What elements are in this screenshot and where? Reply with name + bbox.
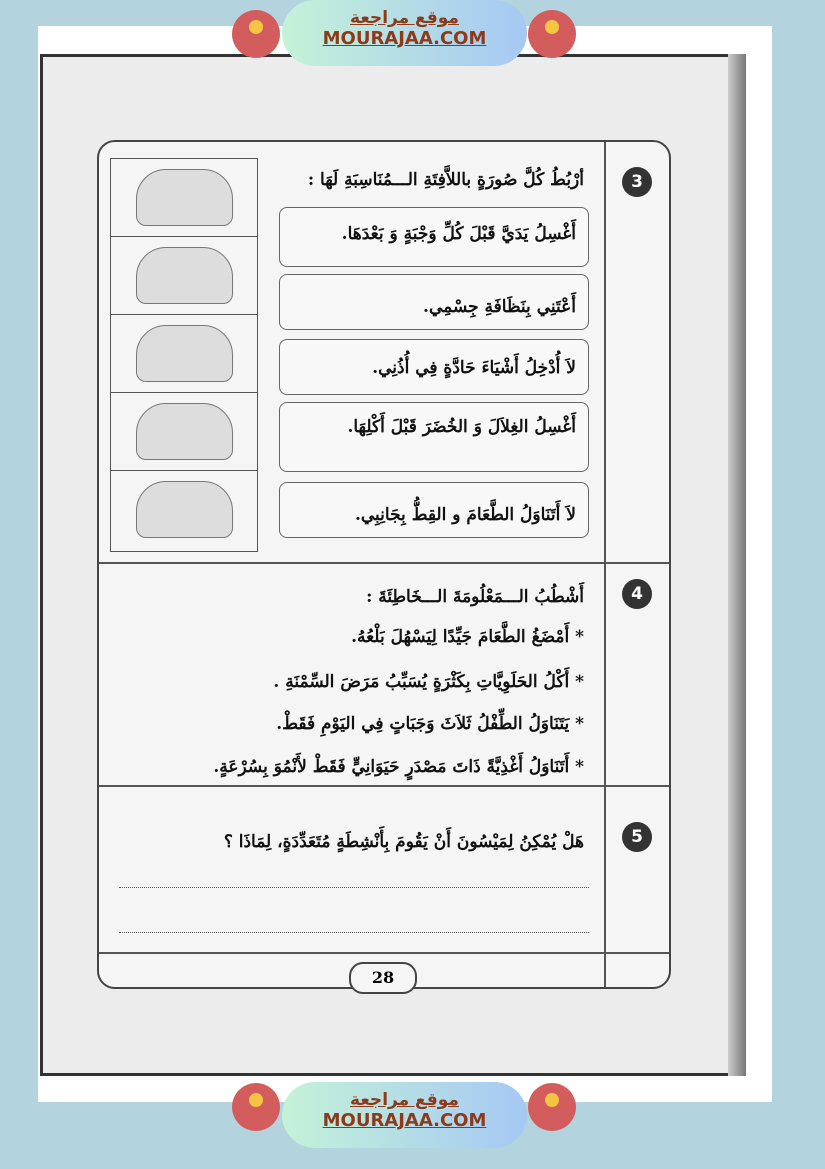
label-text: أَغْسِلُ يَدَيَّ قَبْلَ كُلِّ وَجْبَةٍ وَ بَعْدَهَا. bbox=[341, 224, 576, 244]
picture-food bbox=[111, 159, 257, 237]
label-text: أَغْسِلُ الغِلاَلَ وَ الخُضَرَ قَبْلَ أَكْلِهَا. bbox=[347, 417, 576, 437]
site-logo[interactable] bbox=[232, 10, 280, 58]
page-edge-shadow bbox=[728, 54, 746, 1076]
label-box bbox=[279, 207, 589, 267]
picture-bath bbox=[111, 393, 257, 471]
divider bbox=[99, 785, 669, 787]
label-box bbox=[279, 402, 589, 472]
banner-latin: MOURAJAA.COM bbox=[322, 28, 487, 49]
exercise-number-3: 3 bbox=[622, 167, 652, 197]
statement: * أَكْلُ الحَلَوِيَّاتِ بِكَثْرَةٍ يُسَبِّبُ مَرَضَ السِّمْنَةِ . bbox=[273, 672, 584, 692]
banner-arabic: موقع مراجعة bbox=[350, 1090, 459, 1110]
label-box bbox=[279, 274, 589, 330]
site-logo[interactable] bbox=[528, 10, 576, 58]
banner-latin: MOURAJAA.COM bbox=[322, 1110, 487, 1131]
statement: * أَتَنَاوَلُ أَغْذِيَّةً ذَاتَ مَصْدَرٍ حَيَوَانِيٍّ فَقَطْ لأَنْمُوَ بِسُرْعَةٍ. bbox=[213, 757, 584, 777]
exercise-number-5: 5 bbox=[622, 822, 652, 852]
exercise-number-4: 4 bbox=[622, 579, 652, 609]
label-box bbox=[279, 482, 589, 538]
exercise-frame bbox=[97, 140, 671, 989]
label-text: لاَ أُدْخِلُ أَشْيَاءَ حَادَّةٍ فِي أُذُنِي. bbox=[372, 358, 576, 378]
banner-arabic: موقع مراجعة bbox=[350, 8, 459, 28]
site-banner-bottom[interactable] bbox=[282, 1082, 527, 1148]
site-banner-top[interactable] bbox=[282, 0, 527, 66]
answer-line[interactable] bbox=[119, 932, 589, 933]
picture-child-cat bbox=[111, 237, 257, 315]
label-text: لاَ أَتَنَاوَلُ الطَّعَامَ و القِطُّ بِجَانِبِي. bbox=[354, 505, 576, 525]
label-text: أَعْتَنِي بِنَظَافَةِ جِسْمِي. bbox=[423, 297, 576, 317]
answer-line[interactable] bbox=[119, 887, 589, 888]
divider bbox=[99, 952, 669, 954]
exercise3-instruction: أرْبُطُ كُلَّ صُورَةٍ باللاَّفِتَةِ الـــمُنَاسِبَةِ لَهَا : bbox=[307, 170, 584, 190]
picture-washing-produce bbox=[111, 315, 257, 393]
site-logo[interactable] bbox=[528, 1083, 576, 1131]
divider bbox=[604, 142, 606, 987]
picture-ear bbox=[111, 471, 257, 548]
statement: * أَمْضَغُ الطَّعَامَ جَيِّدًا لِيَسْهُلَ بَلْعُهُ. bbox=[351, 627, 584, 647]
statement: * يَتَنَاوَلُ الطِّفْلُ ثَلاَثَ وَجَبَاتٍ فِي اليَوْمِ فَقَطْ. bbox=[276, 714, 584, 734]
divider bbox=[99, 562, 669, 564]
picture-column bbox=[110, 158, 258, 552]
label-box bbox=[279, 339, 589, 395]
page-number: 28 bbox=[349, 962, 417, 994]
site-logo[interactable] bbox=[232, 1083, 280, 1131]
exercise5-question: هَلْ يُمْكِنُ لِمَيْسُونَ أَنْ يَقُومَ بِأَنْشِطَةٍ مُتَعَدِّدَةٍ، لِمَاذَا ؟ bbox=[223, 832, 584, 852]
exercise4-instruction: أَشْطُبُ الـــمَعْلُومَةَ الـــخَاطِئَةَ : bbox=[366, 587, 584, 607]
